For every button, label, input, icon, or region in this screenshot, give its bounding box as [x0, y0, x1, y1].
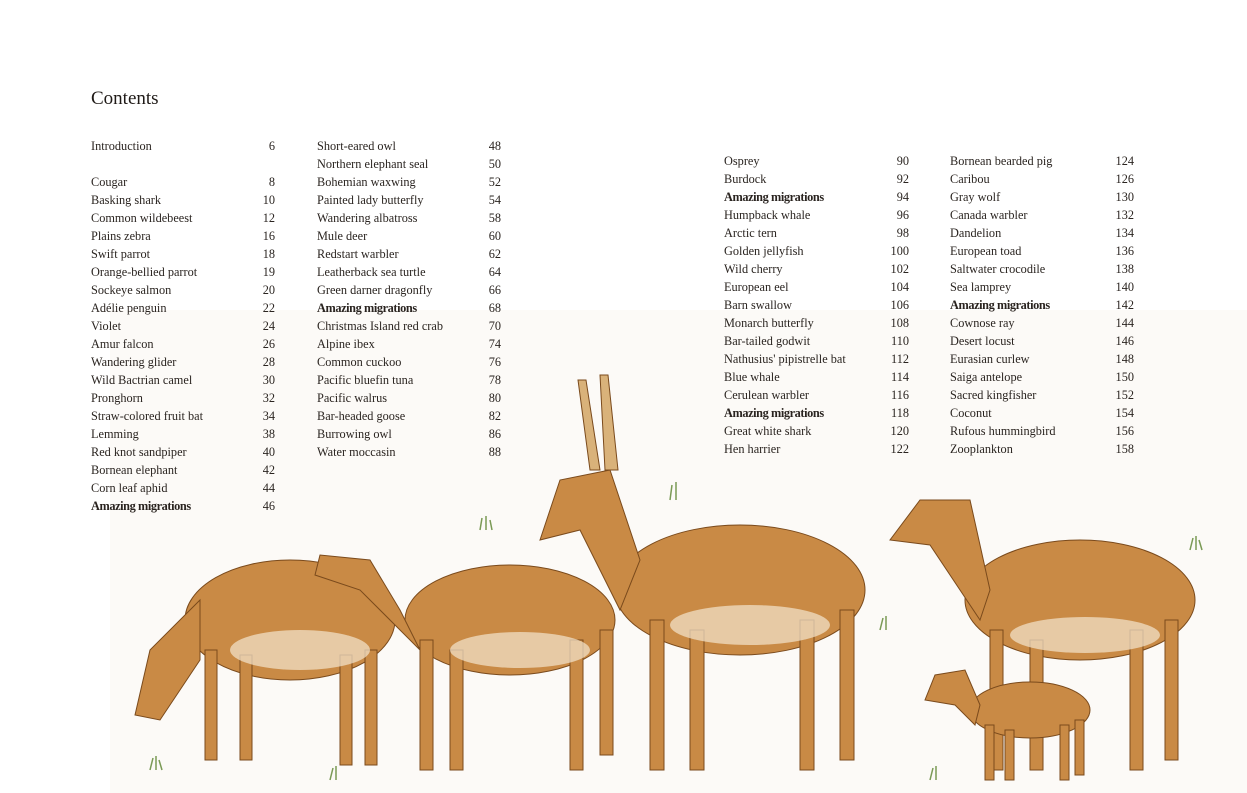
toc-entry-page: 108 [890, 316, 909, 330]
toc-entry [724, 332, 909, 350]
toc-entry-section [317, 299, 501, 317]
toc-entry-page: 66 [488, 283, 501, 297]
toc-entry [950, 404, 1134, 422]
toc-entry-title: Bar-headed goose [317, 409, 406, 423]
antelope-calf [925, 670, 1090, 780]
toc-entry-title: Osprey [724, 154, 760, 168]
toc-entry [91, 137, 275, 155]
toc-entry-page: 34 [262, 409, 275, 423]
toc-entry-title: Water moccasin [317, 445, 396, 459]
toc-entry-section [724, 404, 909, 422]
toc-entry-page: 146 [1115, 334, 1134, 348]
toc-entry-page: 124 [1115, 154, 1134, 168]
toc-entry [317, 407, 501, 425]
toc-entry-page: 24 [262, 319, 275, 333]
toc-entry [724, 368, 909, 386]
toc-entry-title: Bornean elephant [91, 463, 178, 477]
toc-entry [950, 170, 1134, 188]
toc-entry-title: Barn swallow [724, 298, 792, 312]
toc-entry-title: Desert locust [950, 334, 1015, 348]
toc-entry-page: 74 [488, 337, 501, 351]
toc-entry-title: Leatherback sea turtle [317, 265, 426, 279]
toc-entry-title: Lemming [91, 427, 139, 441]
toc-entry-page: 120 [890, 424, 909, 438]
toc-entry [950, 368, 1134, 386]
toc-entry [724, 296, 909, 314]
toc-entry [317, 137, 501, 155]
toc-entry-title: Amazing migrations [91, 499, 191, 513]
toc-entry-page: 100 [890, 244, 909, 258]
toc-entry-title: Wandering glider [91, 355, 177, 369]
contents-column-4 [950, 152, 1134, 458]
toc-entry-title: Cougar [91, 175, 128, 189]
toc-entry-title: Saltwater crocodile [950, 262, 1046, 276]
toc-entry-page: 136 [1115, 244, 1134, 258]
toc-entry-title: Zooplankton [950, 442, 1013, 456]
toc-entry-title: Painted lady butterfly [317, 193, 424, 207]
toc-entry [950, 188, 1134, 206]
toc-entry-page: 102 [890, 262, 909, 276]
toc-entry-page: 62 [488, 247, 501, 261]
toc-entry [317, 191, 501, 209]
toc-entry [317, 371, 501, 389]
toc-entry [317, 227, 501, 245]
toc-entry [91, 461, 275, 479]
toc-entry-page: 86 [488, 427, 501, 441]
toc-entry-title: Christmas Island red crab [317, 319, 444, 333]
toc-entry [724, 242, 909, 260]
toc-entry-title: Amazing migrations [950, 298, 1050, 312]
toc-entry [91, 191, 275, 209]
toc-entry-title: Corn leaf aphid [91, 481, 168, 495]
toc-entry-title: Burdock [724, 172, 767, 186]
toc-entry-page: 154 [1115, 406, 1134, 420]
toc-entry-title: Pacific walrus [317, 391, 387, 405]
toc-entry [91, 245, 275, 263]
toc-entry-page: 52 [488, 175, 501, 189]
toc-entry-title: Cerulean warbler [724, 388, 810, 402]
toc-entry-title: Bar-tailed godwit [724, 334, 811, 348]
toc-entry-page: 96 [896, 208, 909, 222]
toc-entry-title: Amazing migrations [724, 406, 824, 420]
toc-entry-title: Arctic tern [724, 226, 777, 240]
toc-entry-title: Green darner dragonfly [317, 283, 433, 297]
toc-entry-page: 138 [1115, 262, 1134, 276]
toc-entry-page: 76 [488, 355, 501, 369]
toc-entry-title: European toad [950, 244, 1022, 258]
toc-entry-title: Amazing migrations [317, 301, 417, 315]
toc-entry-title: Straw-colored fruit bat [91, 409, 203, 423]
toc-entry-title: Hen harrier [724, 442, 781, 456]
toc-entry-page: 156 [1115, 424, 1134, 438]
toc-entry-title: Wild cherry [724, 262, 783, 276]
toc-entry [91, 209, 275, 227]
toc-entry-title: Humpback whale [724, 208, 811, 222]
toc-entry-title: Dandelion [950, 226, 1002, 240]
toc-entry [317, 425, 501, 443]
toc-entry [91, 299, 275, 317]
toc-entry-page: 32 [262, 391, 275, 405]
toc-entry [950, 242, 1134, 260]
toc-entry [91, 389, 275, 407]
toc-entry-page: 19 [262, 265, 275, 279]
toc-entry-title: Introduction [91, 139, 152, 153]
toc-entry-page: 104 [890, 280, 909, 294]
toc-entry [724, 206, 909, 224]
toc-entry-title: Amur falcon [91, 337, 154, 351]
toc-entry-page: 70 [488, 319, 501, 333]
toc-entry-page: 44 [262, 481, 275, 495]
toc-entry-page: 12 [262, 211, 275, 225]
toc-entry-title: Plains zebra [91, 229, 151, 243]
toc-entry-page: 118 [891, 406, 909, 420]
toc-entry-title: Sacred kingfisher [950, 388, 1037, 402]
toc-entry-page: 54 [488, 193, 501, 207]
toc-entry [950, 314, 1134, 332]
toc-entry-page: 144 [1115, 316, 1134, 330]
toc-entry-title: Mule deer [317, 229, 368, 243]
toc-entry [317, 353, 501, 371]
page-title: Contents [91, 88, 159, 109]
toc-entry [724, 152, 909, 170]
toc-entry-page: 148 [1115, 352, 1134, 366]
toc-entry-page: 28 [262, 355, 275, 369]
contents-column-3 [724, 152, 909, 458]
toc-entry-title: Sea lamprey [950, 280, 1012, 294]
toc-entry-page: 80 [488, 391, 501, 405]
toc-entry-page: 110 [891, 334, 909, 348]
toc-entry [950, 332, 1134, 350]
toc-entry [91, 227, 275, 245]
toc-entry [317, 245, 501, 263]
toc-entry [317, 335, 501, 353]
toc-entry [91, 353, 275, 371]
toc-entry [317, 317, 501, 335]
toc-entry [91, 443, 275, 461]
toc-entry [91, 371, 275, 389]
toc-entry-page: 46 [262, 499, 275, 513]
toc-entry-page: 114 [891, 370, 909, 384]
contents-column-2 [317, 137, 501, 461]
toc-entry-title: Red knot sandpiper [91, 445, 187, 459]
toc-entry-title: Wild Bactrian camel [91, 373, 193, 387]
toc-entry-page: 22 [262, 301, 275, 315]
toc-entry-page: 132 [1115, 208, 1134, 222]
toc-entry-page: 18 [262, 247, 275, 261]
toc-entry-section [724, 188, 909, 206]
toc-entry-title: Pronghorn [91, 391, 143, 405]
toc-entry-title: Monarch butterfly [724, 316, 814, 330]
toc-entry [724, 314, 909, 332]
toc-entry [950, 422, 1134, 440]
toc-entry-page: 38 [262, 427, 275, 441]
toc-entry-page: 82 [488, 409, 501, 423]
toc-entry-page: 94 [896, 190, 909, 204]
toc-entry-title: Adélie penguin [91, 301, 167, 315]
toc-entry-page: 20 [262, 283, 275, 297]
toc-entry [91, 425, 275, 443]
toc-entry-title: Nathusius' pipistrelle bat [724, 352, 846, 366]
toc-entry-page: 98 [896, 226, 909, 240]
toc-entry-page: 10 [262, 193, 275, 207]
toc-entry-title: Sockeye salmon [91, 283, 172, 297]
toc-entry-page: 60 [488, 229, 501, 243]
toc-entry-page: 122 [890, 442, 909, 456]
toc-entry-title: Cownose ray [950, 316, 1015, 330]
toc-entry [91, 263, 275, 281]
toc-entry-title: European eel [724, 280, 789, 294]
toc-entry-title: Wandering albatross [317, 211, 418, 225]
toc-entry-title: Alpine ibex [317, 337, 375, 351]
toc-entry-title: Violet [91, 319, 121, 333]
toc-entry [724, 350, 909, 368]
toc-entry [950, 152, 1134, 170]
toc-entry-page: 88 [488, 445, 501, 459]
toc-entry [317, 173, 501, 191]
toc-entry-title: Northern elephant seal [317, 157, 429, 171]
toc-entry-title: Burrowing owl [317, 427, 392, 441]
toc-entry-page: 26 [262, 337, 275, 351]
toc-entry [950, 440, 1134, 458]
toc-entry [317, 389, 501, 407]
toc-entry [724, 440, 909, 458]
toc-entry-page: 40 [262, 445, 275, 459]
toc-entry-title: Golden jellyfish [724, 244, 804, 258]
toc-entry-page: 42 [262, 463, 275, 477]
toc-entry-page: 106 [890, 298, 909, 312]
toc-entry-title: Common cuckoo [317, 355, 402, 369]
toc-entry-title: Great white shark [724, 424, 812, 438]
toc-entry-title: Pacific bluefin tuna [317, 373, 414, 387]
toc-entry-page: 126 [1115, 172, 1134, 186]
toc-entry [317, 155, 501, 173]
toc-entry [950, 386, 1134, 404]
toc-entry-page: 90 [896, 154, 909, 168]
toc-entry [724, 224, 909, 242]
toc-entry-page: 142 [1115, 298, 1134, 312]
toc-entry-page: 140 [1115, 280, 1134, 294]
toc-entry-page: 58 [488, 211, 501, 225]
toc-entry-page: 64 [488, 265, 501, 279]
contents-column-1 [91, 137, 275, 515]
toc-entry-page: 130 [1115, 190, 1134, 204]
toc-entry-page: 158 [1115, 442, 1134, 456]
toc-entry [724, 422, 909, 440]
toc-entry [950, 278, 1134, 296]
toc-entry-title: Common wildebeest [91, 211, 193, 225]
toc-entry [317, 263, 501, 281]
toc-entry-title: Caribou [950, 172, 990, 186]
toc-entry-page: 78 [488, 373, 501, 387]
toc-entry-page: 6 [268, 139, 275, 153]
toc-entry [91, 335, 275, 353]
toc-entry-title: Amazing migrations [724, 190, 824, 204]
toc-entry-title: Basking shark [91, 193, 162, 207]
toc-entry-title: Bornean bearded pig [950, 154, 1053, 168]
toc-entry-title: Orange-bellied parrot [91, 265, 198, 279]
toc-entry-title: Canada warbler [950, 208, 1028, 222]
toc-entry-page: 116 [891, 388, 909, 402]
toc-entry-page: 68 [488, 301, 501, 315]
toc-entry-title: Saiga antelope [950, 370, 1023, 384]
toc-entry-page: 152 [1115, 388, 1134, 402]
toc-entry [91, 281, 275, 299]
toc-entry-page: 150 [1115, 370, 1134, 384]
toc-entry-title: Redstart warbler [317, 247, 399, 261]
toc-entry-page: 92 [896, 172, 909, 186]
toc-entry [950, 260, 1134, 278]
toc-entry [317, 443, 501, 461]
toc-entry [724, 278, 909, 296]
toc-entry [724, 386, 909, 404]
toc-entry-page: 30 [262, 373, 275, 387]
toc-entry [950, 350, 1134, 368]
toc-entry-title: Rufous hummingbird [950, 424, 1056, 438]
toc-entry [91, 479, 275, 497]
toc-entry-title: Bohemian waxwing [317, 175, 416, 189]
toc-entry-title: Swift parrot [91, 247, 151, 261]
toc-entry [317, 281, 501, 299]
toc-entry-title: Coconut [950, 406, 992, 420]
toc-entry-title: Blue whale [724, 370, 780, 384]
toc-entry-page: 50 [488, 157, 501, 171]
toc-entry-title: Eurasian curlew [950, 352, 1030, 366]
toc-entry [317, 209, 501, 227]
toc-entry [724, 260, 909, 278]
toc-entry [950, 224, 1134, 242]
toc-entry-page: 134 [1115, 226, 1134, 240]
toc-entry-section [950, 296, 1134, 314]
toc-entry-page: 112 [891, 352, 909, 366]
toc-entry-title: Short-eared owl [317, 139, 396, 153]
toc-entry [950, 206, 1134, 224]
toc-entry [91, 317, 275, 335]
toc-entry [91, 173, 275, 191]
toc-entry [724, 170, 909, 188]
toc-entry [91, 407, 275, 425]
toc-entry-page: 8 [268, 175, 275, 189]
toc-entry-page: 48 [488, 139, 501, 153]
toc-entry-section [91, 497, 275, 515]
toc-entry-title: Gray wolf [950, 190, 1001, 204]
toc-entry-page: 16 [262, 229, 275, 243]
